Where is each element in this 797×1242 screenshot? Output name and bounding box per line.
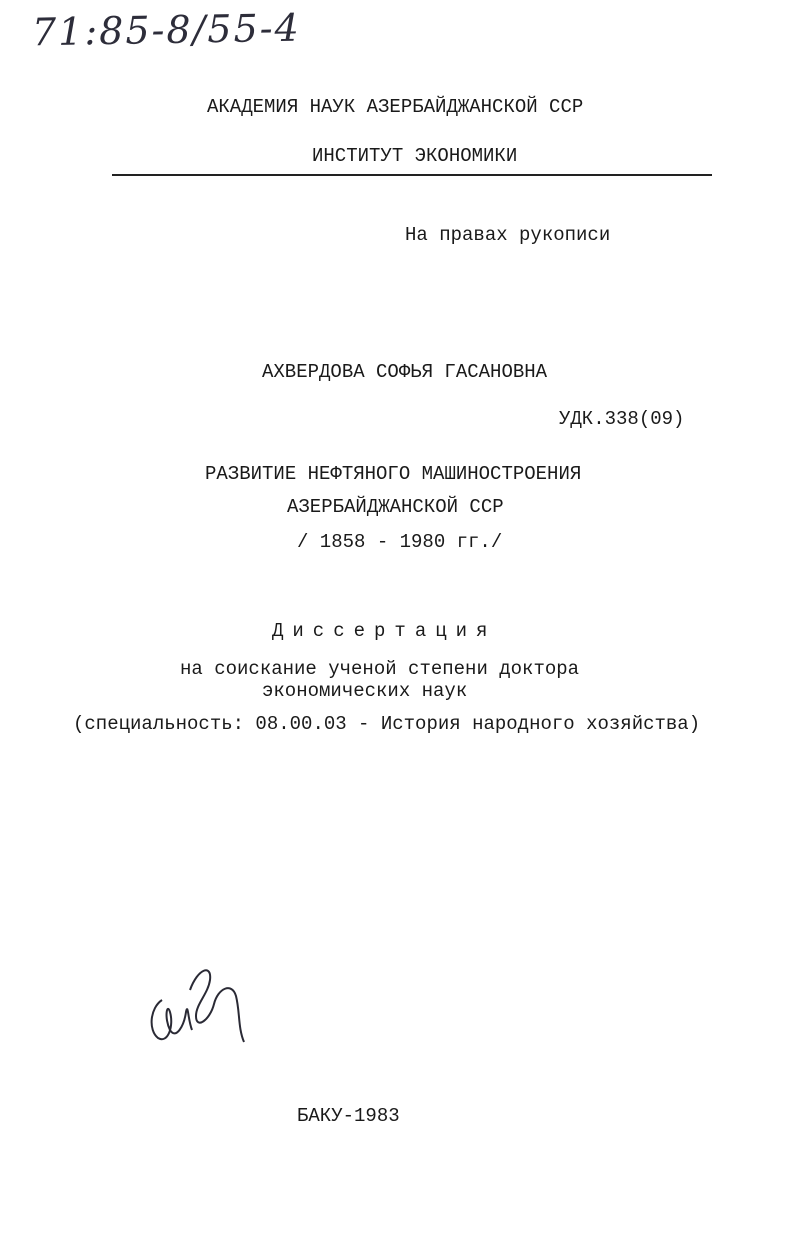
specialty-line: (специальность: 08.00.03 - История народного хозяйства) [73,713,701,735]
udk-code: УДК.338(09) [559,408,685,430]
title-line-1: РАЗВИТИЕ НЕФТЯНОГО МАШИНОСТРОЕНИЯ [205,463,582,485]
signature-mark [140,960,250,1055]
degree-line-2: экономических наук [262,680,468,702]
dissertation-label: Диссертация [272,620,497,642]
handwritten-archive-number: 71:85-8/55-4 [31,5,302,55]
city-year: БАКУ-1983 [297,1105,400,1127]
degree-line-1: на соискание ученой степени доктора [180,658,580,680]
institute-heading: ИНСТИТУТ ЭКОНОМИКИ [312,145,518,167]
rights-note: На правах рукописи [405,224,611,246]
author-name: АХВЕРДОВА СОФЬЯ ГАСАНОВНА [262,361,548,383]
header-divider [112,174,712,176]
academy-heading: АКАДЕМИЯ НАУК АЗЕРБАЙДЖАНСКОЙ ССР [207,96,584,118]
title-years: / 1858 - 1980 гг./ [297,531,503,553]
title-line-2: АЗЕРБАЙДЖАНСКОЙ ССР [287,496,504,518]
